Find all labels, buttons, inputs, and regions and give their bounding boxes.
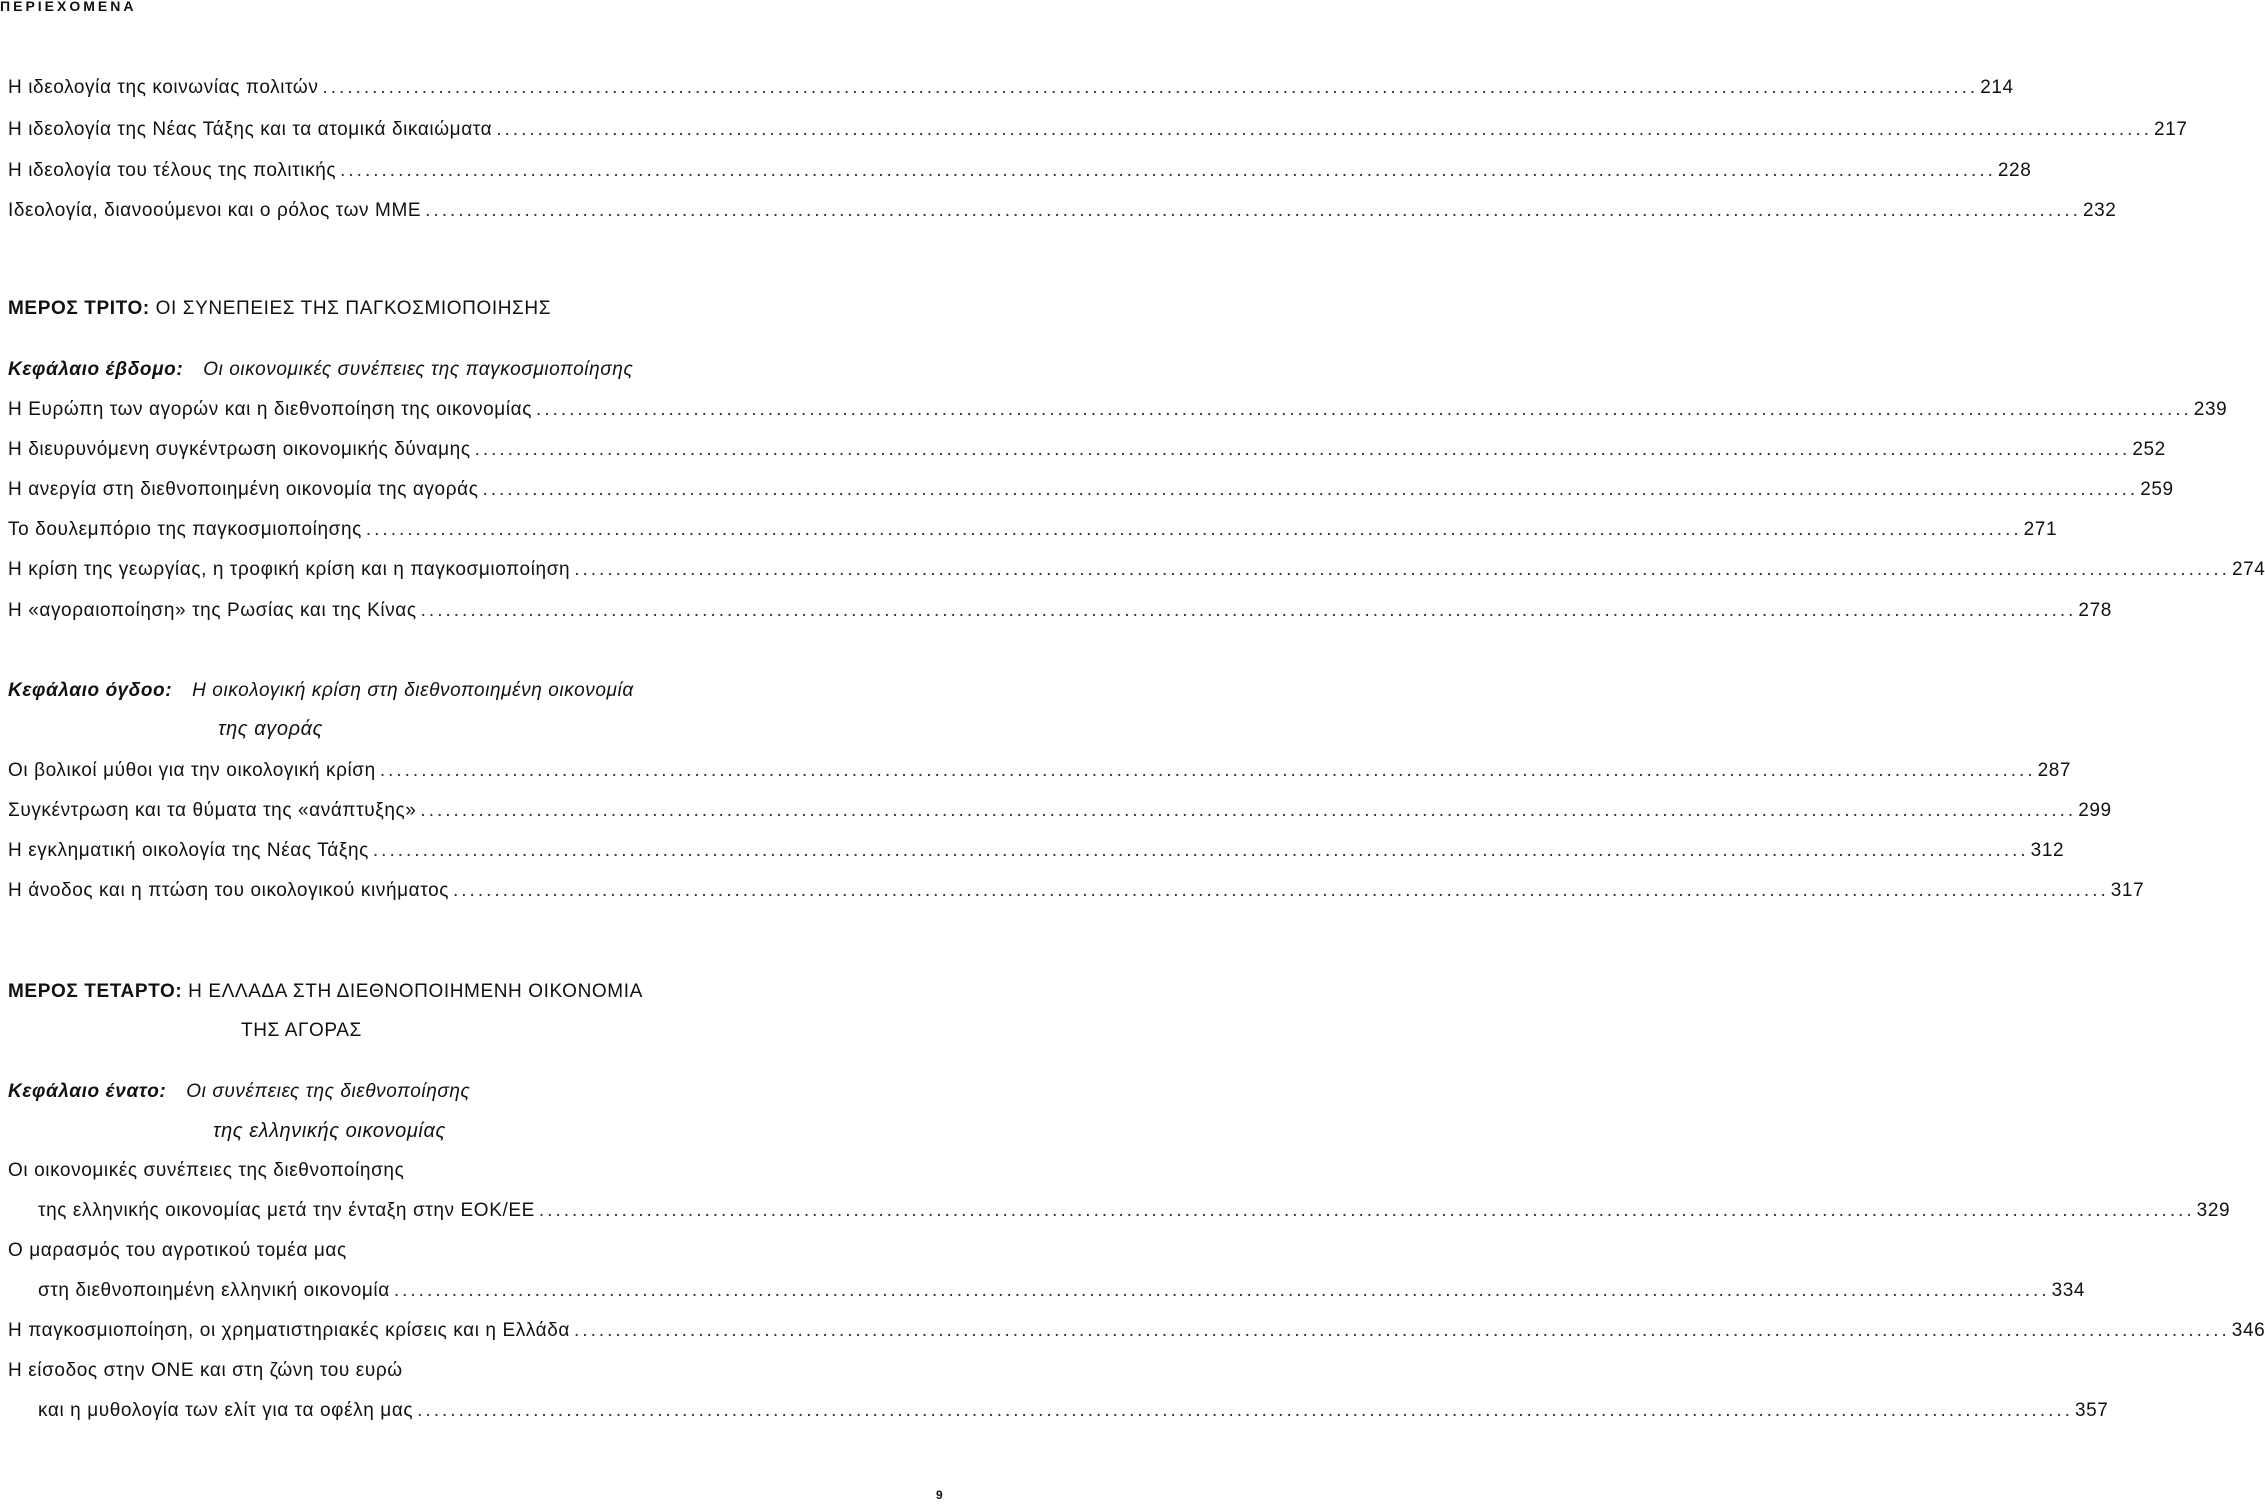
part-heading — [8, 295, 551, 323]
dot-leader: ........................................................................................................................................................................................................ — [574, 559, 2230, 580]
toc-entry-title: και η μυθολογία των ελίτ για τα οφέλη μας — [38, 1400, 414, 1421]
toc-page-number: 278 — [2078, 600, 2112, 621]
toc-page-number: 299 — [2078, 800, 2112, 821]
dot-leader: ........................................................................................................................................................................................................ — [417, 1400, 2073, 1421]
toc-entry[interactable] — [8, 157, 2032, 185]
toc-entry[interactable] — [8, 197, 2117, 225]
toc-entry-title: Η Ευρώπη των αγορών και η διεθνοποίηση της οικονομίας — [8, 399, 533, 420]
toc-page-number: 287 — [2037, 760, 2072, 781]
page-folio-number: 9 — [936, 1488, 943, 1502]
dot-leader: ........................................................................................................................................................................................................ — [453, 880, 2109, 901]
page-header: ΠΕΡΙΕΧΟΜΕΝΑ — [0, 0, 137, 14]
toc-page-number: 214 — [1980, 77, 2014, 98]
toc-page-number: 259 — [2140, 479, 2174, 500]
toc-entry[interactable] — [8, 74, 2014, 102]
toc-entry[interactable] — [8, 597, 2112, 625]
toc-page-number: 252 — [2132, 439, 2166, 460]
dot-leader: ........................................................................................................................................................................................................ — [322, 77, 1979, 98]
toc-entry-title-first-line[interactable]: Οι οικονομικές συνέπειες της διεθνοποίησης — [8, 1160, 405, 1181]
dot-leader: ........................................................................................................................................................................................................ — [365, 519, 2022, 540]
toc-entry-title: της ελληνικής οικονομίας μετά την ένταξη στην ΕΟΚ/ΕΕ — [38, 1200, 535, 1221]
dot-leader: ........................................................................................................................................................................................................ — [379, 760, 2036, 781]
chapter-label: Κεφάλαιο έβδομο: — [8, 359, 184, 380]
toc-entry-title: Οι βολικοί μύθοι για την οικολογική κρίση — [8, 760, 376, 781]
dot-leader: ........................................................................................................................................................................................................ — [574, 1320, 2230, 1341]
toc-entry-title-first-line[interactable]: Ο μαρασμός του αγροτικού τομέα μας — [8, 1240, 347, 1261]
dot-leader: ........................................................................................................................................................................................................ — [425, 200, 2081, 221]
toc-page-number: 271 — [2023, 519, 2058, 540]
toc-entry-title-first-line[interactable]: Η είσοδος στην ΟΝΕ και στη ζώνη του ευρώ — [8, 1360, 403, 1381]
part-label: ΜΕΡΟΣ ΤΡΙΤΟ: — [8, 298, 150, 319]
dot-leader: ........................................................................................................................................................................................................ — [340, 160, 1996, 181]
dot-leader: ........................................................................................................................................................................................................ — [536, 399, 2192, 420]
toc-page-number: 334 — [2051, 1280, 2086, 1301]
chapter-title: Η οικολογική κρίση στη διεθνοποιημένη οικονομία — [192, 680, 634, 701]
toc-page-number: 228 — [1997, 160, 2032, 181]
chapter-label: Κεφάλαιο όγδοο: — [8, 680, 173, 701]
toc-entry-title: Η «αγοραιοποίηση» της Ρωσίας και της Κίνας — [8, 600, 417, 621]
chapter-title-continuation: της ελληνικής οικονομίας — [213, 1120, 446, 1142]
toc-page-number: 274 — [2231, 559, 2265, 580]
toc-entry-title: Η παγκοσμιοποίηση, οι χρηματιστηριακές κρίσεις και η Ελλάδα — [8, 1320, 571, 1341]
toc-entry-title: Συγκέντρωση και τα θύματα της «ανάπτυξης» — [8, 800, 417, 821]
dot-leader: ........................................................................................................................................................................................................ — [393, 1280, 2050, 1301]
toc-page-number: 239 — [2193, 399, 2228, 420]
dot-leader: ........................................................................................................................................................................................................ — [372, 840, 2029, 861]
dot-leader: ........................................................................................................................................................................................................ — [538, 1200, 2195, 1221]
toc-page-number: 232 — [2082, 200, 2117, 221]
part-title-continuation: ΤΗΣ ΑΓΟΡΑΣ — [241, 1020, 362, 1041]
chapter-heading — [8, 356, 633, 384]
dot-leader: ........................................................................................................................................................................................................ — [474, 439, 2131, 460]
part-title: Η ΕΛΛΑΔΑ ΣΤΗ ΔΙΕΘΝΟΠΟΙΗΜΕΝΗ ΟΙΚΟΝΟΜΙΑ — [188, 981, 643, 1002]
toc-entry-title: Η ιδεολογία της Νέας Τάξης και τα ατομικά δικαιώματα — [8, 119, 493, 140]
part-label: ΜΕΡΟΣ ΤΕΤΑΡΤΟ: — [8, 981, 183, 1002]
chapter-label: Κεφάλαιο ένατο: — [8, 1081, 167, 1102]
part-title: ΟΙ ΣΥΝΕΠΕΙΕΣ ΤΗΣ ΠΑΓΚΟΣΜΙΟΠΟΙΗΣΗΣ — [155, 298, 552, 319]
toc-entry-title: Η ιδεολογία της κοινωνίας πολιτών — [8, 77, 319, 98]
toc-entry[interactable] — [8, 436, 2166, 464]
toc-entry[interactable] — [8, 877, 2145, 905]
toc-entry-title: στη διεθνοποιημένη ελληνική οικονομία — [38, 1280, 390, 1301]
toc-entry[interactable] — [8, 396, 2228, 424]
chapter-title: Οι οικονομικές συνέπειες της παγκοσμιοποίησης — [203, 359, 634, 380]
dot-leader: ........................................................................................................................................................................................................ — [496, 119, 2152, 140]
chapter-heading — [8, 677, 634, 705]
toc-entry[interactable] — [8, 837, 2065, 865]
toc-entry-title: Η κρίση της γεωργίας, η τροφική κρίση και η παγκοσμιοποίηση — [8, 559, 571, 580]
toc-entry[interactable] — [38, 1397, 2109, 1425]
toc-entry[interactable] — [8, 556, 2265, 584]
toc-page-number: 312 — [2030, 840, 2065, 861]
dot-leader: ........................................................................................................................................................................................................ — [420, 800, 2077, 821]
dot-leader: ........................................................................................................................................................................................................ — [482, 479, 2139, 500]
toc-entry[interactable] — [8, 516, 2058, 544]
chapter-title: Οι συνέπειες της διεθνοποίησης — [186, 1081, 471, 1102]
part-heading — [8, 978, 643, 1006]
toc-entry[interactable] — [8, 757, 2072, 785]
dot-leader: ........................................................................................................................................................................................................ — [420, 600, 2077, 621]
toc-entry[interactable] — [8, 1317, 2265, 1345]
toc-entry-title: Το δουλεμπόριο της παγκοσμιοποίησης — [8, 519, 362, 540]
toc-page-number: 346 — [2231, 1320, 2265, 1341]
toc-entry-title: Η ιδεολογία του τέλους της πολιτικής — [8, 160, 337, 181]
toc-entry[interactable] — [8, 116, 2188, 144]
toc-entry[interactable] — [38, 1197, 2231, 1225]
toc-entry-title: Η εγκληματική οικολογία της Νέας Τάξης — [8, 840, 369, 861]
toc-entry-title: Η ανεργία στη διεθνοποιημένη οικονομία της αγοράς — [8, 479, 479, 500]
toc-page-number: 217 — [2154, 119, 2188, 140]
toc-entry-title: Ιδεολογία, διανοούμενοι και ο ρόλος των ΜΜΕ — [8, 200, 422, 221]
chapter-heading — [8, 1078, 470, 1106]
toc-entry[interactable] — [38, 1277, 2086, 1305]
toc-page-number: 329 — [2196, 1200, 2231, 1221]
toc-entry-title: Η άνοδος και η πτώση του οικολογικού κινήματος — [8, 880, 449, 901]
toc-entry[interactable] — [8, 797, 2112, 825]
chapter-title-continuation: της αγοράς — [218, 718, 323, 740]
toc-entry-title: Η διευρυνόμενη συγκέντρωση οικονομικής δύναμης — [8, 439, 471, 460]
toc-page-number: 357 — [2074, 1400, 2109, 1421]
toc-entry[interactable] — [8, 476, 2174, 504]
toc-page-number: 317 — [2110, 880, 2145, 901]
